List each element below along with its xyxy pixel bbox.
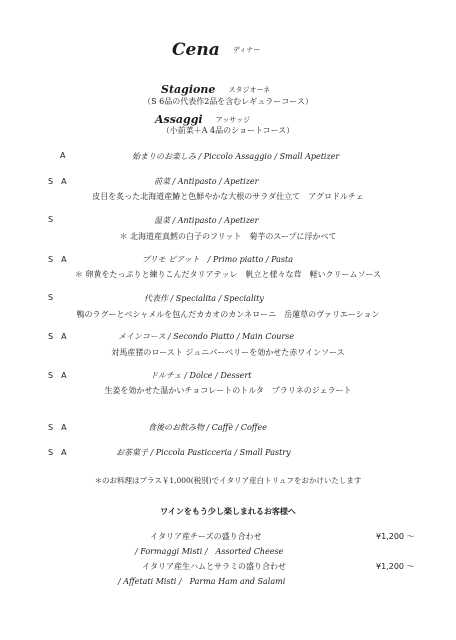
course-marks: S xyxy=(48,215,54,224)
course-marks: S A xyxy=(48,255,67,264)
menu-item-description: 生姜を効かせた温かいチョコレートのトルタ プラリネのジェラート xyxy=(104,386,352,395)
course-marks: S A xyxy=(48,177,67,186)
wine-item-en: / Affetati Misti / Parma Ham and Salami xyxy=(118,577,286,586)
course-name-jp: スタジオーネ xyxy=(228,86,271,94)
wine-item-en: / Formaggi Misti / Assorted Cheese xyxy=(135,547,284,556)
course-description: （S 6品の代表作2品を含むレギュラーコース） xyxy=(143,97,313,106)
course-marks: S A xyxy=(48,448,67,457)
wine-item-price: ¥1,200 ～ xyxy=(376,532,415,541)
course-marks: S A xyxy=(48,423,67,432)
menu-item-description: 皮目を炙った北海道産鰆と色鮮やかな大根のサラダ仕立て アグロドルチェ xyxy=(92,192,364,201)
menu-item-title: メインコース / Secondo Piatto / Main Course xyxy=(118,332,295,341)
menu-item-title: 前菜 / Antipasto / Apetizer xyxy=(154,177,259,186)
menu-item-description: 対馬産猪のロースト ジュニパーベリーを効かせた赤ワインソース xyxy=(111,348,345,357)
wine-item-price: ¥1,200 ～ xyxy=(376,562,415,571)
course-marks: S A xyxy=(48,332,67,341)
wine-item-jp: イタリア産チーズの盛り合わせ xyxy=(150,532,262,541)
course-marks: S xyxy=(48,293,54,302)
menu-item-description: ＊ 北海道産真鱈の白子のフリット 菊芋のスープに浮かべて xyxy=(119,232,337,241)
truffle-note: ＊のお料理はプラス￥1,000(税別)でイタリア産白トリュフをおかけいたします xyxy=(94,476,362,485)
menu-item-title: 温菜 / Antipasto / Apetizer xyxy=(154,216,259,225)
menu-item-title: お茶菓子 / Piccola Pasticceria / Small Pastry xyxy=(116,448,291,457)
wine-item-jp: イタリア産生ハムとサラミの盛り合わせ xyxy=(142,562,286,571)
course-name-jp: アッサッジ xyxy=(215,116,251,124)
course-marks: A xyxy=(60,151,66,160)
course-name: Assaggi xyxy=(155,113,203,126)
menu-item-title: ドルチェ / Dolce / Dessert xyxy=(150,371,252,380)
course-name: Stagione xyxy=(161,83,216,96)
menu-item-title: 食後のお飲み物 / Caffè / Coffee xyxy=(148,423,267,432)
menu-item-description: 鴨のラグーとベシャメルを包んだカカオのカンネローニ 岳蓮草のヴァリエーション xyxy=(76,310,380,319)
title-italian: Cena xyxy=(172,40,220,60)
menu-item-description: ＊ 卵黄をたっぷりと練りこんだタリアテッレ 帆立と様々な茸 軽いクリームソース xyxy=(74,270,382,279)
menu-item-title: 代表作 / Specialita / Speciality xyxy=(144,294,264,303)
wine-heading: ワインをもう少し楽しまれるお客様へ xyxy=(160,506,296,516)
menu-item-title: プリモ ピアット / Primo piatto / Pasta xyxy=(142,255,293,264)
page-title xyxy=(172,40,260,60)
course-description: （小前菜＋A 4品のショートコース） xyxy=(161,126,295,135)
menu-item-title: 始まりのお楽しみ / Piccolo Assaggio / Small Apetizer xyxy=(132,152,340,161)
course-marks: S A xyxy=(48,371,67,380)
title-japanese: ディナー xyxy=(232,46,261,54)
course-stagione xyxy=(161,78,270,97)
